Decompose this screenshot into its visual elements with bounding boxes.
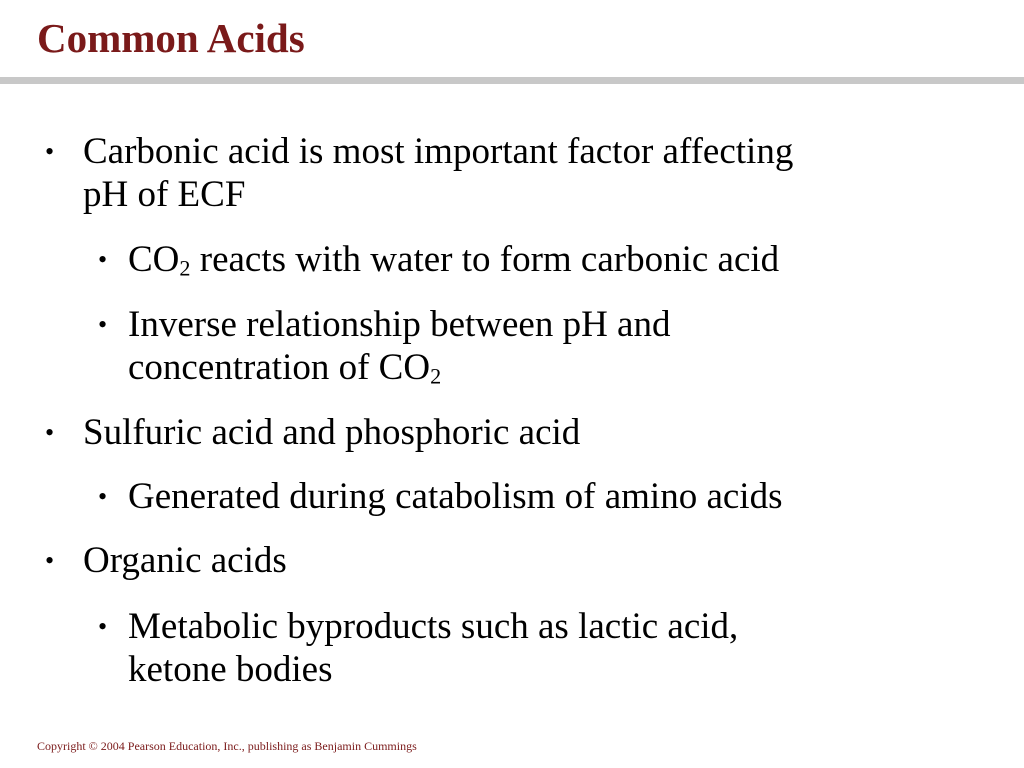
bullet-icon: • [45,137,55,166]
subscript: 2 [179,255,191,281]
bullet-text [128,346,670,389]
text-segment: concentration of CO [128,347,431,388]
bullet-text: Carbonic acid is most important factor affecting [83,131,794,172]
bullet-text: Organic acids [83,540,287,581]
bullet-icon: • [98,245,108,274]
text-segment: reacts with water to form carbonic acid [190,239,780,280]
bullet-icon: • [45,546,55,575]
sub-bullet-item-catabolism [98,475,783,518]
bullet-item-organic-acids [45,539,287,582]
text-segment: CO [128,239,180,280]
bullet-text: Generated during catabolism of amino acids [128,476,783,517]
subscript: 2 [430,363,442,389]
bullet-text: Metabolic byproducts such as lactic acid, [128,606,739,647]
bullet-text: Inverse relationship between pH and [128,304,671,345]
sub-bullet-item-co2-reacts [98,238,780,281]
bullet-item-sulfuric-phosphoric [45,411,581,454]
bullet-text: Sulfuric acid and phosphoric acid [83,412,581,453]
bullet-icon: • [98,310,108,339]
title-divider [0,77,1024,84]
slide-title: Common Acids [37,15,305,61]
sub-bullet-item-metabolic-byproducts [98,605,739,691]
sub-bullet-item-inverse-relationship [98,303,671,389]
bullet-text: ketone bodies [128,649,333,690]
bullet-item-carbonic-acid [45,130,794,216]
copyright-footer: Copyright © 2004 Pearson Education, Inc., publishing as Benjamin Cummings [37,739,417,753]
bullet-text: pH of ECF [83,174,246,215]
bullet-text [128,238,779,281]
bullet-icon: • [98,482,108,511]
bullet-icon: • [45,418,55,447]
bullet-icon: • [98,612,108,641]
